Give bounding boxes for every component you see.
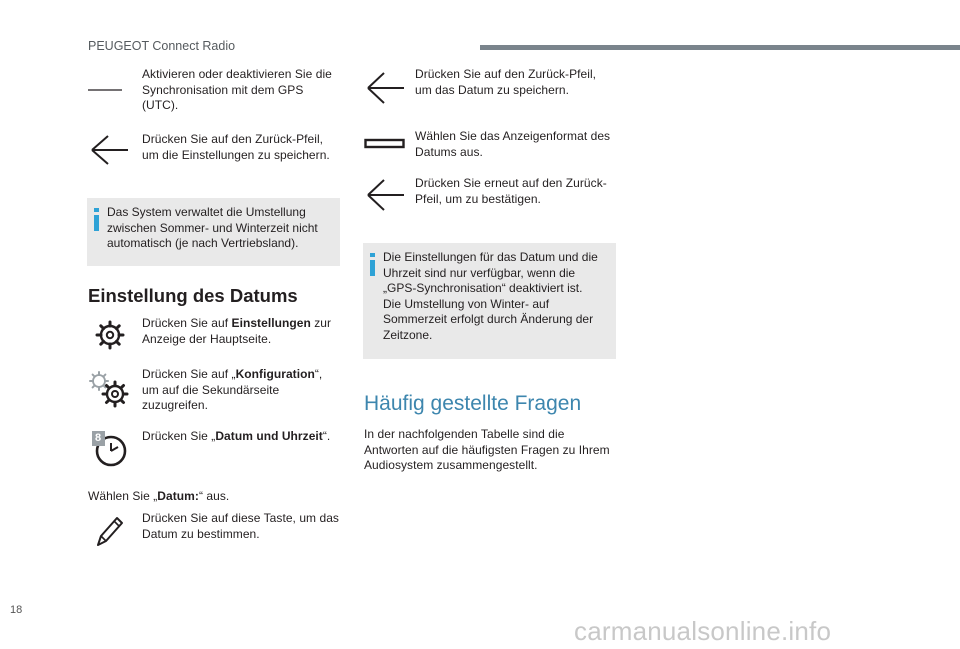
header-bar: [480, 45, 960, 50]
back-arrow-icon: [364, 71, 406, 105]
step-edit-text: Drücken Sie auf diese Taste, um das Datum zu bestimmen.: [142, 511, 339, 541]
back-arrow-icon: [364, 178, 406, 212]
step-back-save-text: Drücken Sie auf den Zurück-Pfeil, um die Einstellungen zu speichern.: [142, 132, 330, 162]
info-summer-text: Das System verwaltet die Umstellung zwischen Sommer- und Winterzeit nicht automatisch (je nach Vertriebsland).: [107, 205, 318, 250]
step-format-text: Wählen Sie das Anzeigenformat des Datums aus.: [415, 129, 611, 159]
pencil-icon: [94, 514, 124, 548]
info-icon: [94, 208, 99, 231]
step-back-confirm-text: Drücken Sie erneut auf den Zurück-Pfeil, um zu bestätigen.: [415, 176, 607, 206]
step-gps-text: Aktivieren oder deaktivieren Sie die Synchronisation mit dem GPS (UTC).: [142, 67, 332, 112]
toggle-line-icon: [88, 80, 124, 86]
section-title-faq: Häufig gestellte Fragen: [364, 392, 582, 415]
format-bar-icon: [364, 137, 406, 149]
step-config-text: Drücken Sie auf „Konfiguration“, um auf die Sekundärseite zuzugreifen.: [142, 367, 323, 412]
page-number: 18: [10, 604, 23, 616]
gears-icon: [88, 370, 130, 410]
section-title-date: Einstellung des Datums: [88, 285, 298, 306]
gear-icon: [95, 320, 125, 350]
step-back-date-text: Drücken Sie auf den Zurück-Pfeil, um das Datum zu speichern.: [415, 67, 597, 97]
faq-intro-text: In der nachfolgenden Tabelle sind die Antworten auf die häufigsten Fragen zu Ihrem Audiosystem zusammengestellt.: [364, 427, 610, 472]
info-icon: [370, 253, 375, 276]
step-select-date-text: Wählen Sie „Datum:“ aus.: [88, 489, 230, 503]
running-header: PEUGEOT Connect Radio: [88, 39, 236, 53]
step-datetime-text: Drücken Sie „Datum und Uhrzeit“.: [142, 429, 331, 443]
step-settings-text: Drücken Sie auf Einstellungen zur Anzeige der Hauptseite.: [142, 316, 332, 346]
info-box-summer-time: [87, 198, 340, 266]
info-box-gps-sync: [363, 243, 616, 359]
clock-icon: [90, 428, 128, 468]
info-gps-text: Die Einstellungen für das Datum und die Uhrzeit sind nur verfügbar, wenn die „GPS-Synchronisation“ deaktiviert ist. Die Umstellung von Winter- auf Sommerzeit erfolgt durch Änderung der Zeitzone.: [383, 250, 598, 342]
watermark: carmanualsonline.info: [574, 616, 832, 646]
clock-badge-number: 8: [95, 432, 102, 444]
back-arrow-icon: [88, 134, 130, 166]
